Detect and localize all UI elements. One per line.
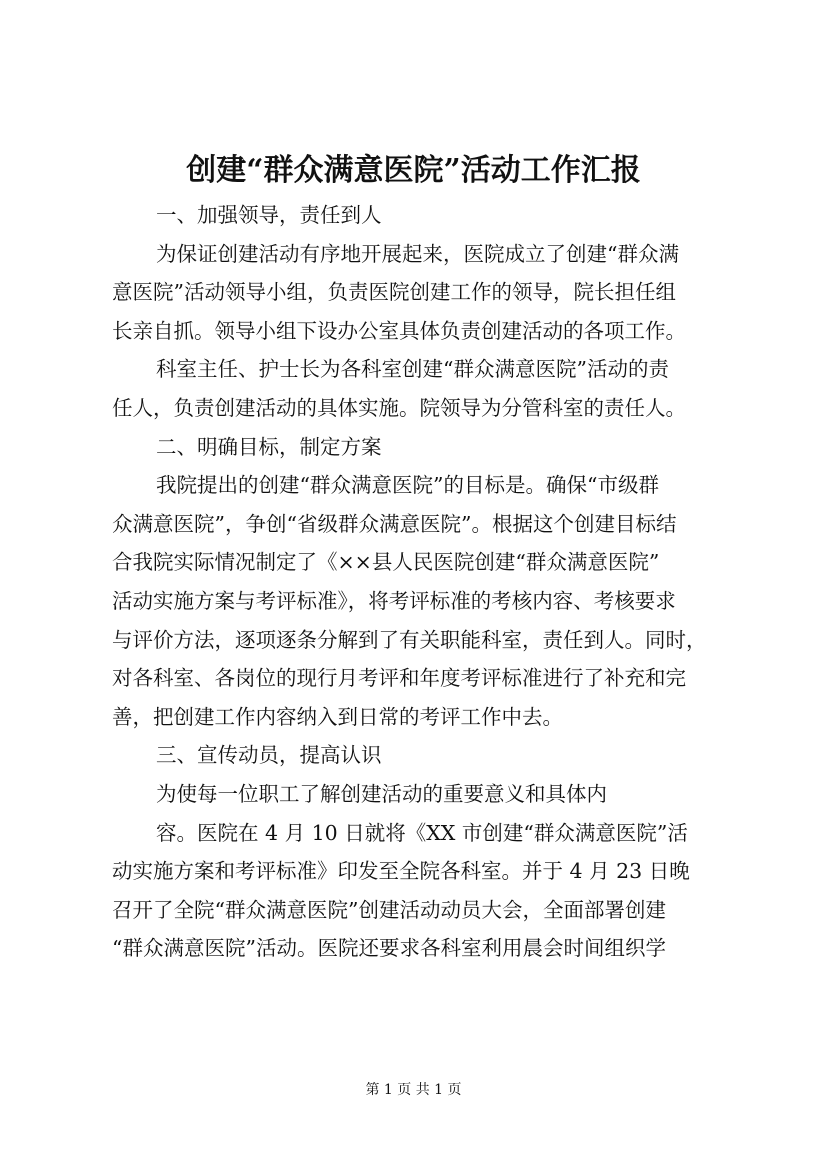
paragraph-line: 任人，负责创建活动的具体实施。院领导为分管科室的责任人。 — [112, 395, 686, 420]
paragraph-line: 活动实施方案与考评标准》，将考评标准的考核内容、考核要求 — [112, 588, 676, 613]
paragraph-line: 对各科室、各岗位的现行月考评和年度考评标准进行了补充和完 — [112, 666, 686, 691]
paragraph-line: 为保证创建活动有序地开展起来，医院成立了创建“群众满 — [156, 241, 679, 266]
page-footer: 第 1 页 共 1 页 — [365, 1082, 462, 1098]
paragraph-line: 众满意医院”，争创“省级群众满意医院”。根据这个创建目标结 — [112, 511, 677, 536]
paragraph-line: 容。医院在 4 月 10 日就将《XX 市创建“群众满意医院”活 — [156, 820, 688, 845]
section-heading: 二、明确目标，制定方案 — [156, 434, 382, 459]
paragraph-line: 合我院实际情况制定了《××县人民医院创建“群众满意医院” — [112, 550, 660, 575]
document-body — [112, 196, 738, 968]
paragraph-line: 长亲自抓。领导小组下设办公室具体负责创建活动的各项工作。 — [112, 318, 686, 343]
paragraph-line: 召开了全院“群众满意医院”创建活动动员大会，全面部署创建 — [112, 897, 666, 922]
paragraph-line: “群众满意医院”活动。医院还要求各科室利用晨会时间组织学 — [112, 936, 666, 961]
paragraph-line: 动实施方案和考评标准》印发至全院各科室。并于 4 月 23 日晚 — [112, 859, 690, 884]
paragraph-line: 与评价方法，逐项逐条分解到了有关职能科室，责任到人。同时， — [112, 627, 707, 652]
paragraph-line: 我院提出的创建“群众满意医院”的目标是。确保“市级群 — [156, 473, 659, 498]
paragraph-line: 善，把创建工作内容纳入到日常的考评工作中去。 — [112, 704, 563, 729]
document-title: 创建“群众满意医院”活动工作汇报 — [186, 153, 641, 188]
section-heading: 三、宣传动员，提高认识 — [156, 743, 382, 768]
paragraph-line: 为使每一位职工了解创建活动的重要意义和具体内 — [156, 781, 607, 806]
paragraph-line: 科室主任、护士长为各科室创建“群众满意医院”活动的责 — [156, 357, 669, 382]
section-heading: 一、加强领导，责任到人 — [156, 203, 382, 227]
paragraph-line: 意医院”活动领导小组，负责医院创建工作的领导，院长担任组 — [112, 280, 676, 305]
